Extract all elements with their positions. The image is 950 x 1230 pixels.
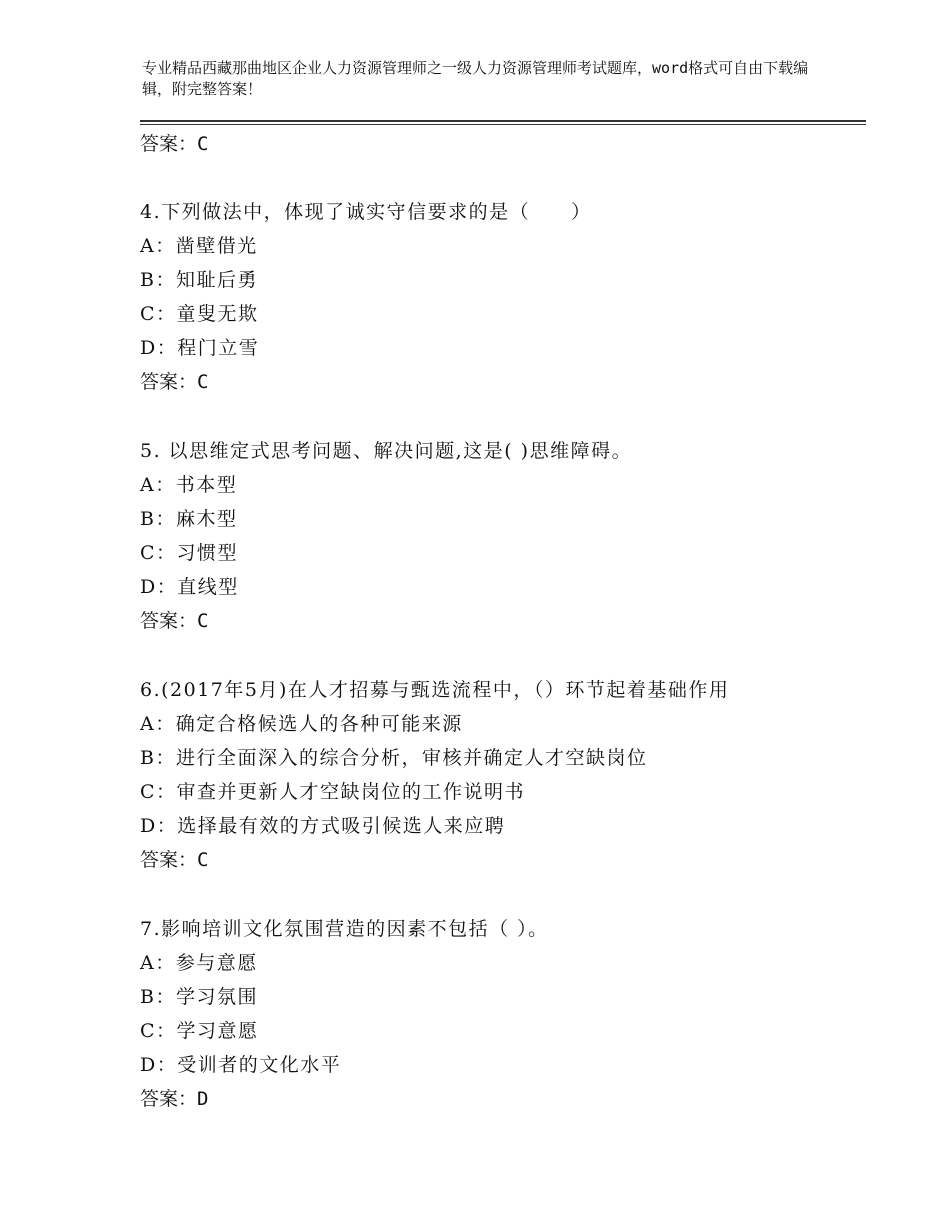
question-stem: 4.下列做法中，体现了诚实守信要求的是（ ）: [140, 201, 592, 223]
question-7: [140, 912, 860, 1082]
question-5: [140, 434, 860, 604]
question-4-answer: [140, 369, 208, 395]
header-divider-thick: [140, 120, 866, 122]
question-stem: 6.(2017年5月)在人才招募与甄选流程中，（）环节起着基础作用: [140, 679, 730, 701]
answer-value: C: [197, 371, 209, 393]
option-c: C：学习意愿: [140, 1020, 259, 1042]
answer-value: C: [197, 133, 209, 155]
question-5-answer: [140, 608, 208, 634]
answer-label: 答案：: [140, 849, 198, 871]
option-d: D：受训者的文化水平: [140, 1054, 342, 1076]
option-a: A：书本型: [140, 474, 238, 496]
answer-label: 答案：: [140, 371, 198, 393]
option-d: D：程门立雪: [140, 337, 260, 359]
answer-value: C: [197, 849, 209, 871]
answer-value: C: [197, 610, 209, 632]
option-c: C：审查并更新人才空缺岗位的工作说明书: [140, 781, 526, 803]
question-4: [140, 195, 860, 365]
answer-value: D: [197, 1088, 209, 1110]
document-header: [142, 58, 832, 100]
question-stem: 7.影响培训文化氛围营造的因素不包括（ ）。: [140, 918, 549, 940]
option-b: B：知耻后勇: [140, 269, 258, 291]
previous-answer: [140, 131, 208, 157]
option-a: A：参与意愿: [140, 952, 258, 974]
answer-label: 答案：: [140, 610, 198, 632]
answer-label: 答案：: [140, 133, 198, 155]
question-7-answer: [140, 1086, 208, 1112]
option-a: A：凿壁借光: [140, 235, 258, 257]
header-divider-thin: [140, 124, 866, 125]
answer-label: 答案：: [140, 1088, 198, 1110]
option-d: D：直线型: [140, 576, 239, 598]
option-c: C：童叟无欺: [140, 303, 259, 325]
question-6-answer: [140, 847, 208, 873]
option-b: B：进行全面深入的综合分析，审核并确定人才空缺岗位: [140, 747, 648, 769]
option-d: D：选择最有效的方式吸引候选人来应聘: [140, 815, 506, 837]
option-a: A：确定合格候选人的各种可能来源: [140, 713, 463, 735]
header-title: 专业精品西藏那曲地区企业人力资源管理师之一级人力资源管理师考试题库，word格式可自由下载编辑，附完整答案！: [142, 59, 809, 98]
question-6: [140, 673, 860, 843]
option-c: C：习惯型: [140, 542, 239, 564]
option-b: B：学习氛围: [140, 986, 258, 1008]
option-b: B：麻木型: [140, 508, 238, 530]
question-stem: 5. 以思维定式思考问题、解决问题,这是( )思维障碍。: [140, 440, 633, 462]
